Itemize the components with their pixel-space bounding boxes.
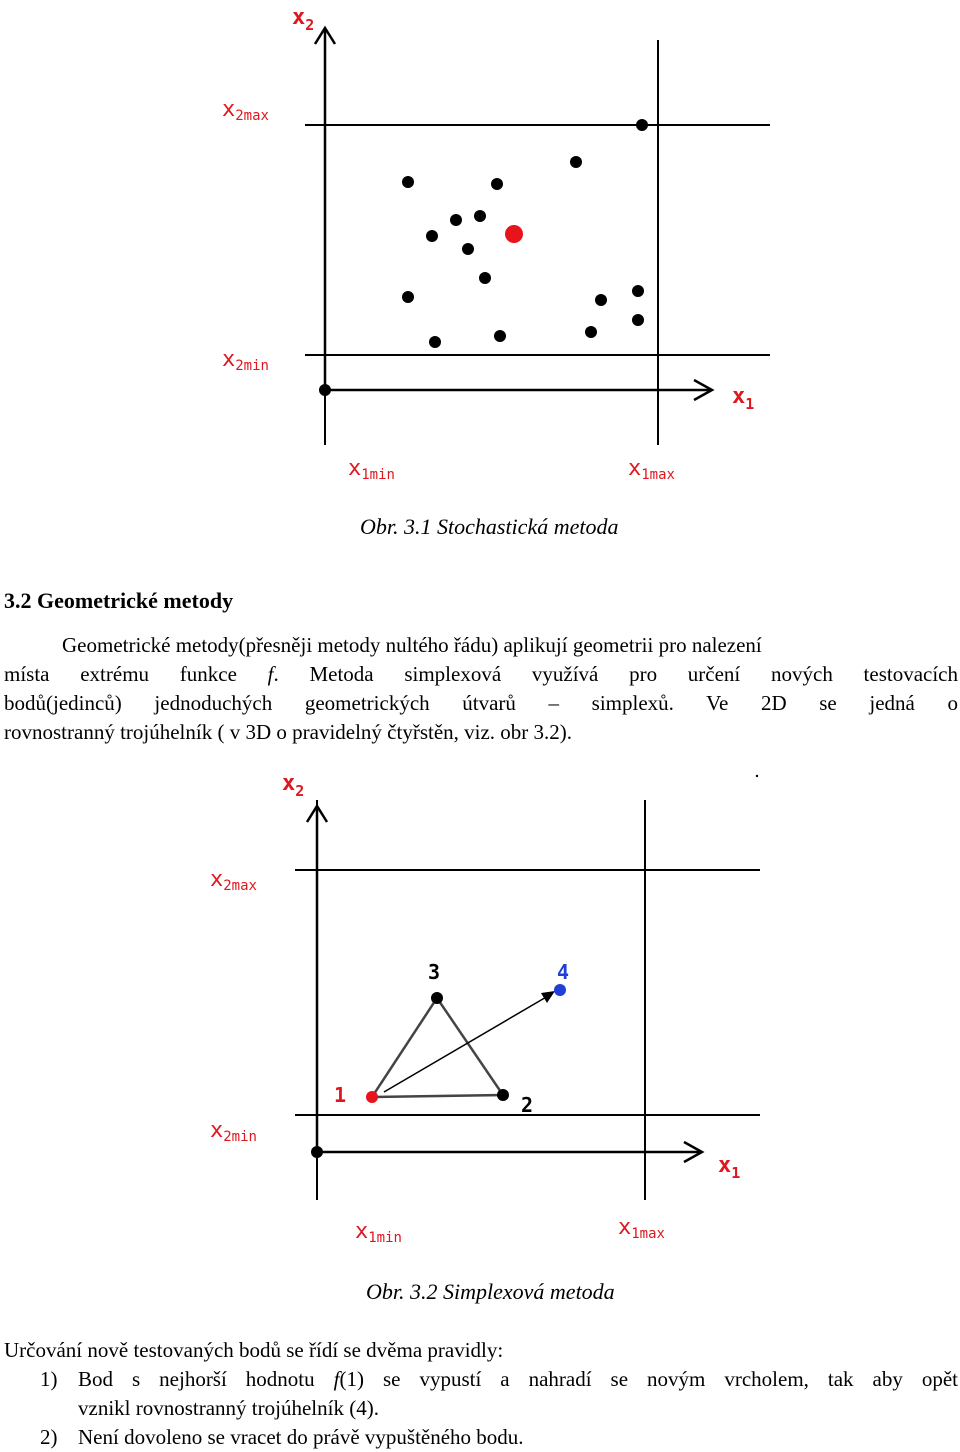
best-point xyxy=(505,225,523,243)
random-point xyxy=(585,326,597,338)
origin-point xyxy=(311,1146,323,1158)
random-point xyxy=(632,314,644,326)
random-point xyxy=(450,214,462,226)
paragraph-line: bodů(jedinců) jednoduchých geometrických útvarů – simplexů. Ve 2D se jedná o xyxy=(4,691,958,715)
x1max-label: x1max xyxy=(618,1215,665,1242)
x1-axis-label: $x_1$ xyxy=(732,384,755,413)
x1min-label: x1min xyxy=(348,456,395,483)
random-points xyxy=(402,119,648,348)
simplex-method-figure xyxy=(0,760,960,1280)
vertex-1 xyxy=(366,1091,378,1103)
figure2-caption: Obr. 3.2 Simplexová metoda xyxy=(366,1279,615,1304)
rule-text: Bod s nejhorší hodnotu f(1) se vypustí a nahradí se novým vrcholem, tak aby opět xyxy=(78,1367,959,1391)
corner-dot xyxy=(756,775,758,777)
x2max-label: x2max xyxy=(222,97,269,124)
x1-axis-label: $x_1$ xyxy=(718,1153,741,1182)
random-point xyxy=(402,176,414,188)
random-point xyxy=(474,210,486,222)
x1min-label: x1min xyxy=(355,1219,402,1246)
vertex-4 xyxy=(554,984,566,996)
vertex-4-label: 4 xyxy=(557,960,570,984)
random-point xyxy=(632,285,644,297)
random-point xyxy=(429,336,441,348)
random-point xyxy=(595,294,607,306)
rule-number: 1) xyxy=(40,1367,58,1391)
x2min-label: x2min xyxy=(210,1118,257,1145)
reflection-arrow xyxy=(384,996,548,1092)
paragraph-line: Geometrické metody(přesněji metody nultého řádu) aplikují geometrii pro nalezení xyxy=(62,633,762,657)
vertex-2-label: 2 xyxy=(521,1093,534,1117)
random-point xyxy=(462,243,474,255)
rules-section xyxy=(4,1336,958,1452)
x2min-label: x2min xyxy=(222,347,269,374)
x2-axis-label: $x_2$ xyxy=(292,5,315,34)
rule-item-2 xyxy=(4,1423,958,1452)
x1max-label: x1max xyxy=(628,456,675,483)
rule-number: 2) xyxy=(40,1425,58,1449)
random-point xyxy=(636,119,648,131)
simplex-triangle xyxy=(372,998,503,1097)
vertex-3-label: 3 xyxy=(428,960,441,984)
stochastic-method-figure xyxy=(0,0,960,500)
section-paragraph xyxy=(4,631,958,747)
rule-item-1 xyxy=(4,1365,958,1423)
origin-point xyxy=(319,384,331,396)
random-point xyxy=(570,156,582,168)
random-point xyxy=(491,178,503,190)
reflection-arrowhead xyxy=(541,991,555,1003)
rule-text: Není dovoleno se vracet do právě vypuštěného bodu. xyxy=(78,1425,524,1449)
section-heading: 3.2 Geometrické metody xyxy=(4,588,234,613)
random-point xyxy=(426,230,438,242)
figure1-caption: Obr. 3.1 Stochastická metoda xyxy=(360,514,619,539)
random-point xyxy=(402,291,414,303)
paragraph-line: místa extrému funkce f. Metoda simplexová využívá pro určení nových testovacích xyxy=(4,662,958,686)
random-point xyxy=(494,330,506,342)
vertex-1-label: 1 xyxy=(334,1083,347,1107)
vertex-3 xyxy=(431,992,443,1004)
rules-intro: Určování nově testovaných bodů se řídí se dvěma pravidly: xyxy=(4,1338,504,1362)
paragraph-line: rovnostranný trojúhelník ( v 3D o pravidelný čtyřstěn, viz. obr 3.2). xyxy=(4,720,573,744)
x2-axis-label: $x_2$ xyxy=(282,771,305,800)
random-point xyxy=(479,272,491,284)
rule-text: vznikl rovnostranný trojúhelník (4). xyxy=(78,1396,379,1420)
vertex-2 xyxy=(497,1089,509,1101)
x2max-label: x2max xyxy=(210,867,257,894)
